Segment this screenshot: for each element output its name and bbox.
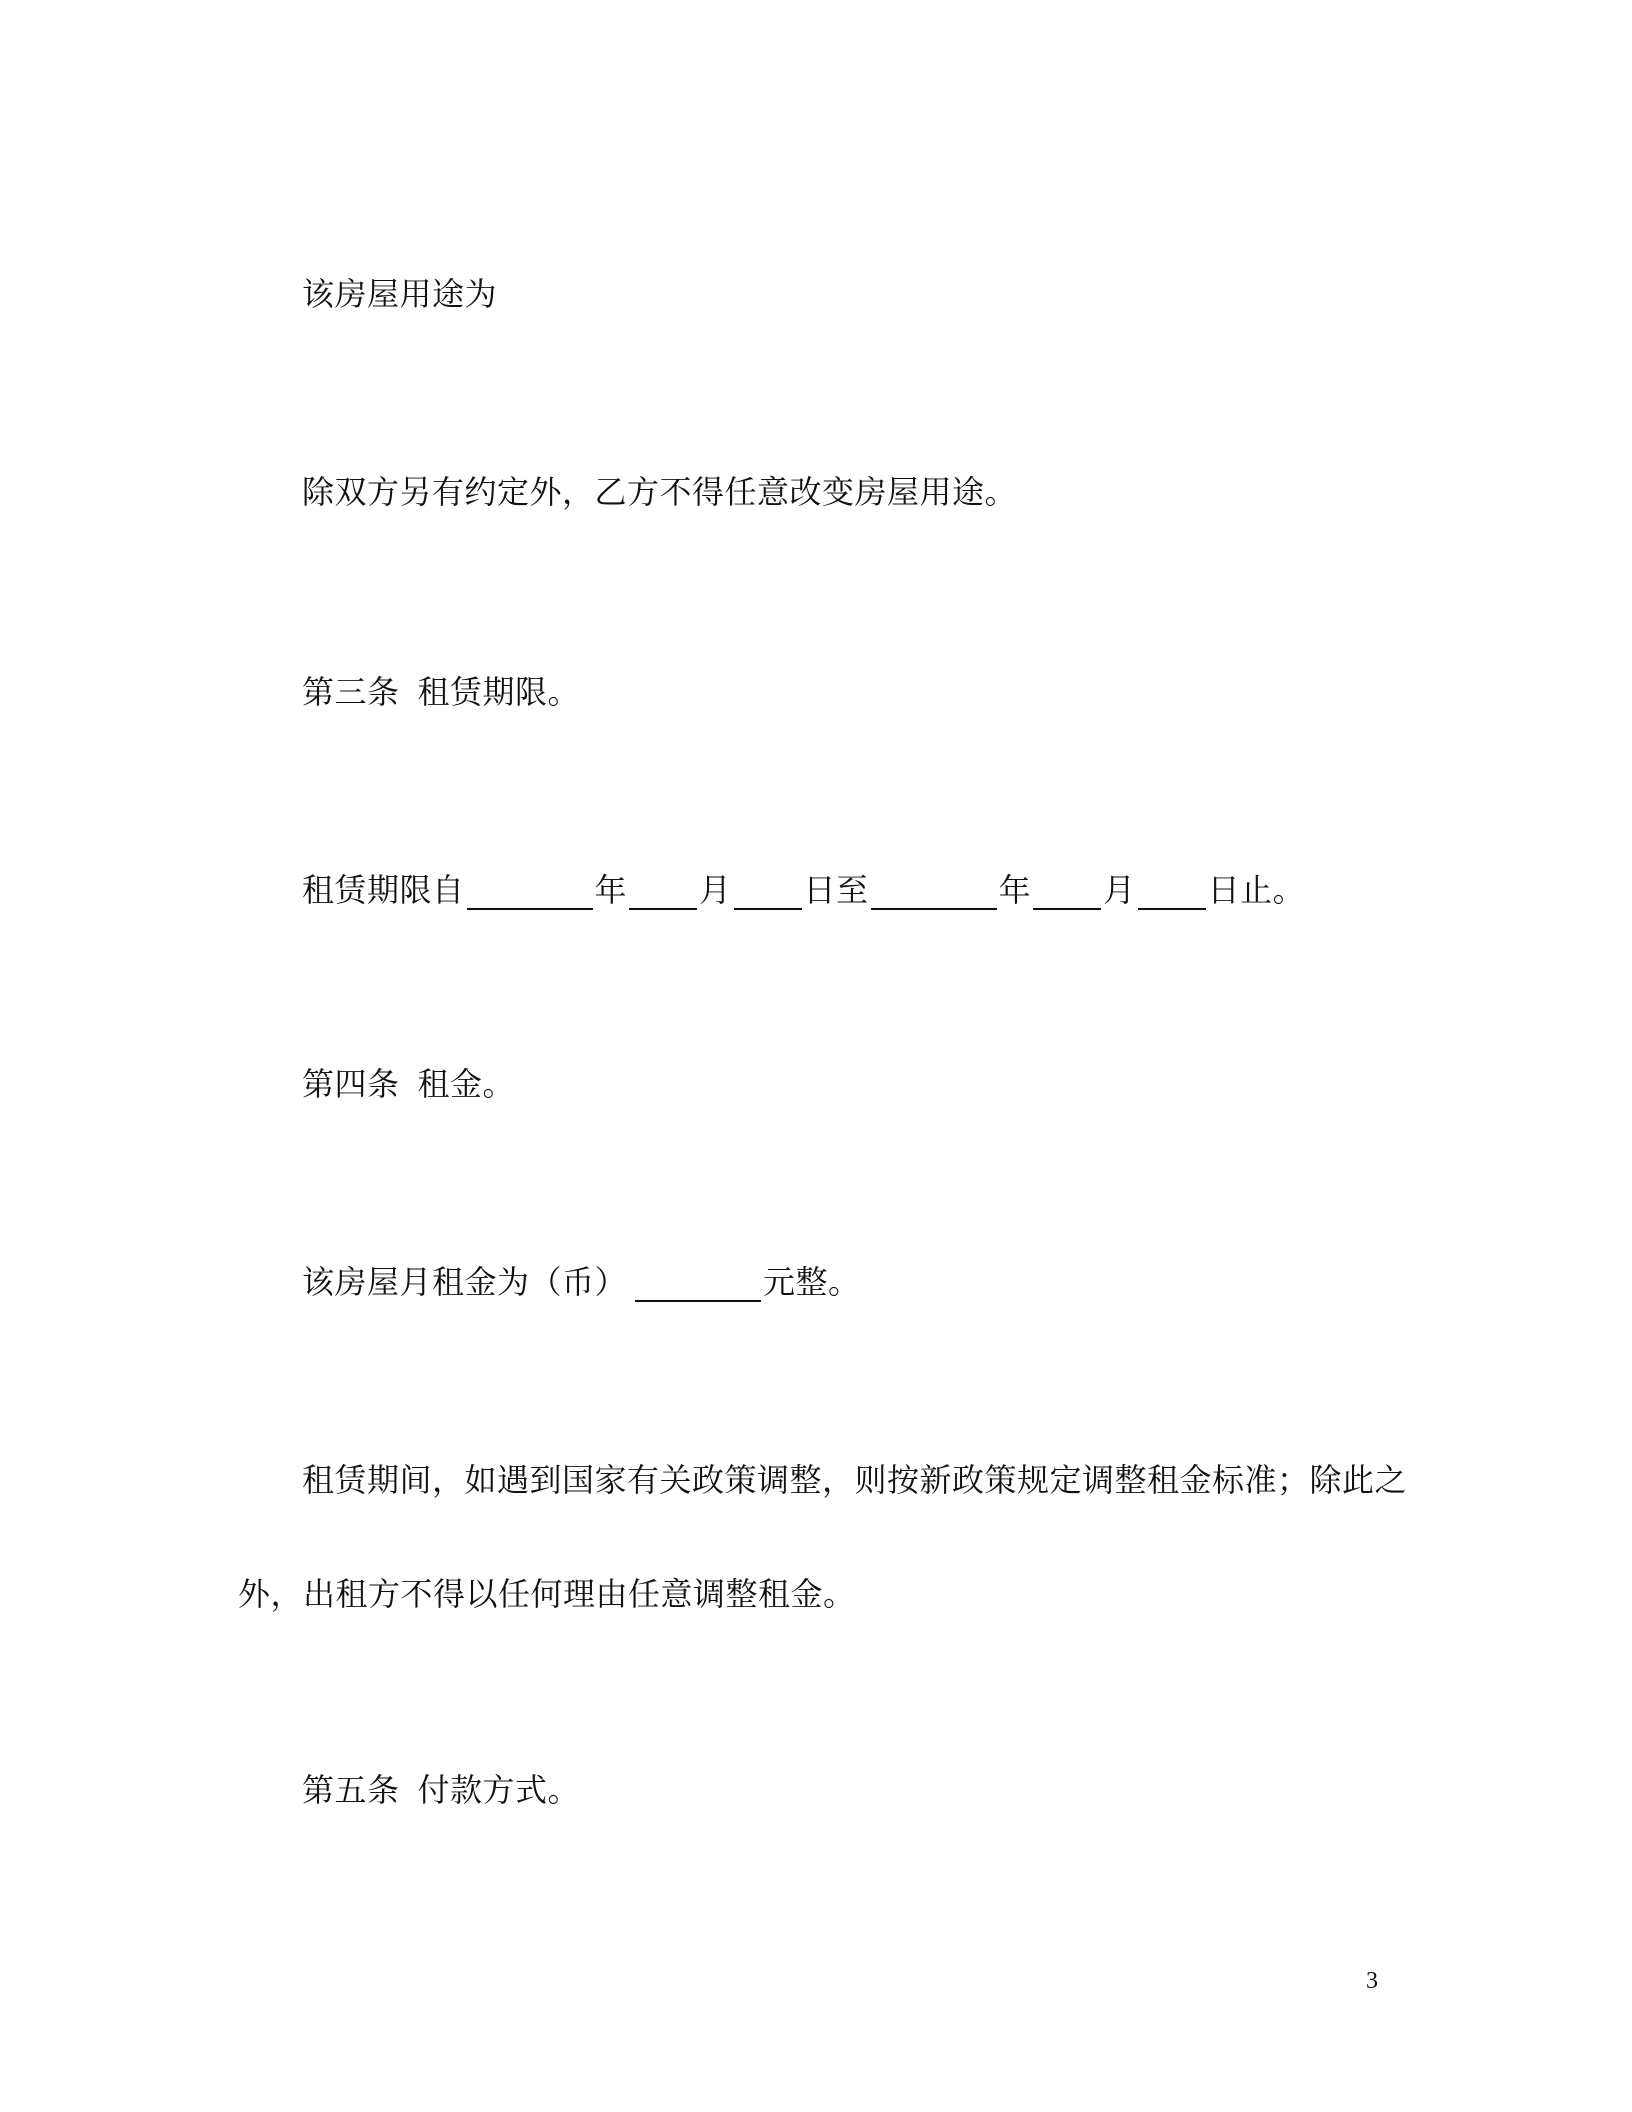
lease-term-line — [302, 870, 1305, 910]
article-5-number: 第五条 — [302, 1771, 400, 1809]
article-3-title: 租赁期限。 — [417, 673, 581, 711]
lease-term-prefix: 租赁期限自 — [302, 871, 465, 909]
start-year-label: 年 — [594, 871, 628, 909]
start-month-label: 月 — [699, 871, 732, 909]
end-month-blank[interactable] — [1033, 874, 1101, 910]
start-day-blank[interactable] — [734, 874, 802, 910]
end-month-label: 月 — [1103, 871, 1136, 909]
usage-line: 该房屋用途为 — [302, 275, 498, 313]
page-number: 3 — [1366, 1968, 1378, 1994]
start-day-to-label: 日至 — [803, 871, 869, 909]
monthly-rent-prefix: 该房屋月租金为（币） — [302, 1263, 628, 1301]
rent-amount-blank[interactable] — [635, 1266, 761, 1302]
start-year-blank[interactable] — [467, 874, 593, 910]
monthly-rent-line — [302, 1262, 861, 1302]
end-day-blank[interactable] — [1138, 874, 1206, 910]
end-year-blank[interactable] — [871, 874, 997, 910]
article-5-heading — [302, 1770, 580, 1810]
monthly-rent-suffix: 元整。 — [763, 1263, 861, 1301]
article-4-number: 第四条 — [302, 1065, 400, 1103]
article-4-title: 租金。 — [417, 1065, 516, 1103]
start-month-blank[interactable] — [629, 874, 697, 910]
article-4-heading — [302, 1064, 515, 1104]
end-year-label: 年 — [998, 871, 1032, 909]
usage-restriction: 除双方另有约定外，乙方不得任意改变房屋用途。 — [302, 473, 1018, 511]
article-5-title: 付款方式。 — [417, 1771, 581, 1809]
end-day-label: 日止。 — [1207, 871, 1306, 909]
rent-adjustment-line-1: 租赁期间，如遇到国家有关政策调整，则按新政策规定调整租金标准；除此之 — [302, 1461, 1408, 1499]
article-3-heading — [302, 672, 580, 712]
article-3-number: 第三条 — [302, 673, 400, 711]
rent-adjustment-line-2: 外，出租方不得以任何理由任意调整租金。 — [238, 1575, 856, 1613]
